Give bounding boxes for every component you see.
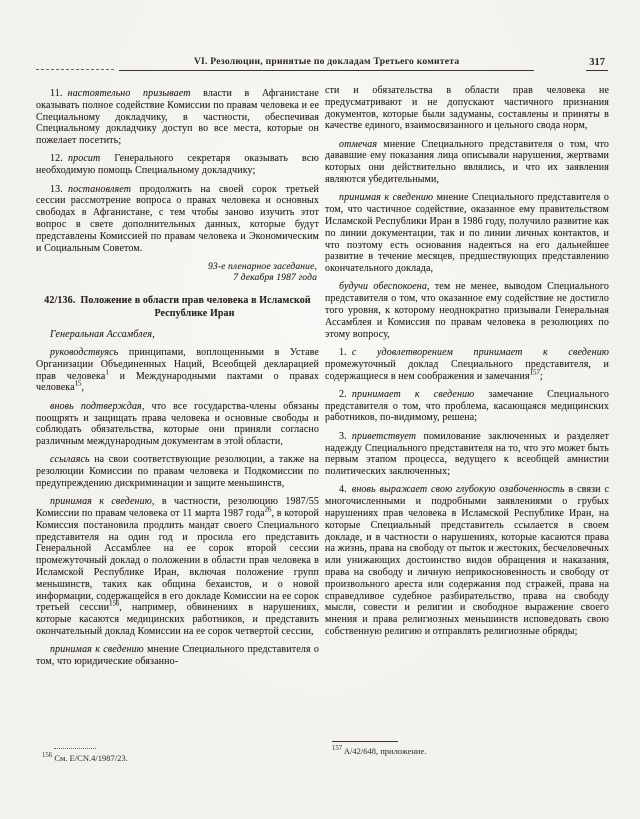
text-segment: 4. [339,484,352,496]
paragraph [325,281,609,340]
text-segment: 12. [50,153,68,165]
text-segment: власти в Афганистане оказывать полное содействие Комиссии по правам человека и ее Специальному докладчику, в частности, обеспечивая Специальному докладчику доступ во все места, которые он пожелает посетить; [36,88,319,147]
text-segment: будучи обеспокоена, [339,281,430,293]
page-number: 317 [586,57,608,71]
text-segment: на свои соответствующие резолюции, а также на резолюции Комиссии по правам человека и Подкомиссии по предупреждению дискриминации и защите меньшинств, [36,454,319,489]
text-segment: приветствует [351,430,417,442]
paragraph [325,389,609,424]
text-segment: 11. [50,88,68,99]
text-segment: руководствуясь [50,347,119,359]
footnote-left [42,748,128,763]
paragraph [36,644,319,668]
text-segment: принимая к сведению [339,192,434,204]
footnote-marker: 157 [332,745,343,753]
text-segment: с удовлетворением принимает к сведению [351,346,609,358]
text-segment: 13. [50,183,68,195]
text-segment: постановляет [67,183,132,195]
header-dash-line [36,59,114,70]
footnote-reference: 1 [105,369,109,377]
paragraph [325,139,609,186]
text-segment: мнение Специального представителя о том, что юридические обязанно- [36,644,319,668]
adoption-dateline [36,261,317,284]
footnote-text: $^{157}$ A/42/648, приложение. [332,745,427,756]
text-segment: мнение Специального представителя о том, что частичное содействие, оказанное ему правительством Исламской Республики Иран в 1986 году, получило развитие как по линии документации, так и по линии личных контактов, и что поэтому есть основания надеяться на его дальнейшее развитие в течение месяцев, предшествующих представлению окончательного доклада, [325,192,609,275]
text-segment: промежуточный доклад Специального представителя, и содержащиеся в нем соображения и замечания [325,358,609,382]
text-segment: продолжить на своей сорок третьей сессии рассмотрение вопроса о правах человека и основных свободах в Афганистане, с тем чтобы заново изучить этот вопрос в свете дополнительных данных, которые будут представлены Комиссией по правам человека и Экономическим и Социальным Советом. [36,183,319,254]
paragraph [36,329,319,341]
right-column [325,85,609,644]
text-segment: 1. [339,346,352,358]
footnote-text: $^{156}$ См. E/CN.4/1987/23. [42,752,128,763]
paragraph [325,192,609,275]
footnote-reference: 15 [74,381,82,389]
text-segment: , например, обвинениях в нарушениях, которые касаются медицинских работников, и представить окончательный доклад Комиссии на ее сорок четвертой сессии, [36,602,319,638]
text-segment: отмечая [339,138,378,150]
text-segment: ссылаясь [50,454,90,466]
text-segment: 42/136. Положение в области прав человека в Исламской Республике Иран [44,295,311,319]
paragraph [36,401,319,448]
text-segment: и Международными пактами о правах человека [36,370,319,394]
page-header [36,56,608,71]
text-segment: настоятельно призывает [67,88,191,99]
text-segment: , в которой Комиссия постановила продлить мандат своего Специального представителя на один год и просила его представить Генеральной Ассамблее на ее сорок второй сессии промежуточный доклад о положении в области прав человека в Исламской Республике Иран, включая положение групп меньшинств, таких как община бехаистов, и о новой информации, содержащейся в его докладе Комиссии на ее сорок третьей сессии [36,508,320,614]
text-segment: просит [67,153,101,165]
text-segment: , [81,382,85,394]
resolution-heading [36,295,319,320]
footnote-reference: 156 [109,601,120,609]
footnote-reference: 26 [264,506,272,514]
text-segment: замечание Специального представителя о том, что проблема, касающаяся медицинских работников, по-видимому, решена; [325,388,609,424]
text-segment: принимая к сведению, [50,496,155,508]
text-segment: мнение Специального представителя о том, что дававшие ему показания лица описывали нарушения, жертвами которых они действительно являлись, и что их заявления являются убедительными, [325,138,609,186]
paragraph [36,88,319,147]
footnote-marker: 156 [42,752,53,760]
running-head [119,56,534,71]
dateline-line: 93-е пленарное заседание, [207,260,317,272]
footnote-separator [54,748,96,749]
text-segment: вновь подтверждая, [50,400,145,412]
text-segment: что все государства-члены обязаны поощрять и защищать права человека и основные свободы и соблюдать обязательства, которые они приняли согласно различным международным документам в этой области, [36,400,319,448]
dateline-line: 7 декабря 1987 года [233,272,317,284]
footnote-reference: 157 [529,369,540,377]
text-segment: Генеральная Ассамблея, [50,329,155,341]
paragraph [36,153,319,177]
left-column [36,88,319,674]
paragraph [325,85,609,132]
text-segment: в частности, резолюцию 1987/55 Комиссии по правам человека от 11 марта 1987 года [36,496,319,520]
text-segment: принципами, воплощенными в Уставе Организации Объединенных Наций, Всеобщей декларацией прав человека [36,347,319,382]
paragraph [325,431,609,478]
text-segment: тем не менее, выводом Специального представителя о том, что оказанное ему содействие не достигло того уровня, к которому неоднократно призывали Генеральная Ассамблея и Комиссия по правам человека в резолюциях по этому вопросу, [325,281,609,340]
text-segment: 3. [339,430,352,442]
text-segment: помилование заключенных и разделяет надежду Специального представителя на то, что это может быть первым этапом процесса, ведущего к всеобщей амнистии политических заключенных; [325,430,609,478]
text-segment: вновь выражает свою глубокую озабоченность [351,484,565,496]
text-segment: принимая к сведению [50,644,144,656]
section-title: Резолюции, принятые по докладам Третьего комитета [210,56,460,67]
paragraph [36,496,319,638]
text-segment: принимает к сведению [351,388,475,400]
paragraph [325,347,609,382]
paragraph [36,454,319,489]
text-segment: в связи с многочисленными и подробными заявлениями о грубых нарушениях прав человека в Исламской Республике Иран, на которые Специальный представитель ссылается в своем докладе, и в частности о нарушениях, которые касаются права на жизнь, права на свободу от пыток и жестоких, бесчеловечных или унижающих достоинство видов обращения и наказания, права на свободу и личную неприкосновенность и свободу от произвольного ареста или содержания под стражей, права на справедливое судебное разбирательство, права на свободу мысли, совести и религии и свободное выражение своего мнения и права религиозных меньшинств исповедовать свою собственную религию и отправлять религиозные обряды; [325,484,609,637]
text-segment: сти и обязательства в области прав человека не предусматривают и не допускают частичного признания документов, которые были задуманы, составлены и приняты в качестве единого, взаимосвязанного и цельного свода норм, [325,85,609,132]
section-number: VI. [193,56,208,67]
footnote-right [332,741,426,756]
paragraph [36,347,319,394]
paragraph [36,184,319,255]
paragraph [325,484,609,637]
footnote-separator [332,741,398,742]
text-segment: 2. [339,388,352,400]
text-segment: ; [539,370,543,382]
text-segment: Генерального секретаря оказывать всю необходимую помощь Специальному докладчику; [36,153,319,177]
